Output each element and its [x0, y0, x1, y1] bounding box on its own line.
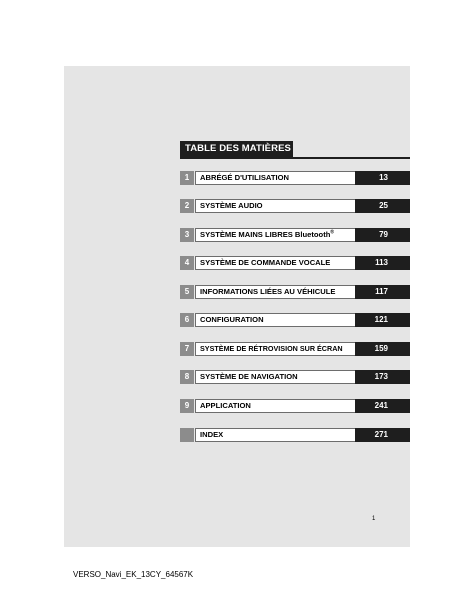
toc-entry[interactable] [180, 228, 410, 242]
document-footer: VERSO_Navi_EK_13CY_64567K [73, 570, 194, 579]
chapter-number: 4 [180, 256, 194, 270]
chapter-title[interactable]: SYSTÈME DE COMMANDE VOCALE [195, 256, 359, 270]
page-number: 1 [372, 516, 376, 522]
chapter-number: 7 [180, 342, 194, 356]
toc-entry[interactable] [180, 285, 410, 299]
chapter-number [180, 428, 194, 442]
registered-mark: ® [330, 229, 335, 236]
toc-entry[interactable] [180, 399, 410, 413]
toc-entry[interactable] [180, 256, 410, 270]
toc-entry[interactable] [180, 171, 410, 185]
chapter-title[interactable]: SYSTÈME AUDIO [195, 199, 359, 213]
toc-entry[interactable] [180, 199, 410, 213]
chapter-page: 271 [355, 428, 410, 442]
chapter-number: 1 [180, 171, 194, 185]
chapter-page: 79 [355, 228, 410, 242]
chapter-title[interactable]: INFORMATIONS LIÉES AU VÉHICULE [195, 285, 359, 299]
chapter-page: 159 [355, 342, 410, 356]
document-page [64, 66, 410, 547]
chapter-page: 113 [355, 256, 410, 270]
chapter-page: 121 [355, 313, 410, 327]
chapter-number: 5 [180, 285, 194, 299]
chapter-title-text: SYSTÈME MAINS LIBRES Bluetooth [200, 230, 331, 239]
chapter-number: 6 [180, 313, 194, 327]
chapter-number: 3 [180, 228, 194, 242]
chapter-title[interactable]: APPLICATION [195, 399, 359, 413]
toc-entry[interactable] [180, 313, 410, 327]
chapter-page: 25 [355, 199, 410, 213]
chapter-number: 2 [180, 199, 194, 213]
toc-entry[interactable] [180, 342, 410, 356]
chapter-title[interactable]: SYSTÈME DE NAVIGATION [195, 370, 359, 384]
chapter-title[interactable]: SYSTÈME DE RÉTROVISION SUR ÉCRAN [195, 342, 359, 356]
chapter-number: 9 [180, 399, 194, 413]
chapter-title[interactable] [195, 228, 359, 242]
toc-entry[interactable] [180, 370, 410, 384]
chapter-title[interactable]: CONFIGURATION [195, 313, 359, 327]
title-divider [180, 157, 410, 159]
chapter-page: 173 [355, 370, 410, 384]
chapter-page: 241 [355, 399, 410, 413]
toc-title: TABLE DES MATIÈRES [180, 141, 293, 157]
chapter-page: 13 [355, 171, 410, 185]
chapter-page: 117 [355, 285, 410, 299]
chapter-title[interactable]: ABRÉGÉ D'UTILISATION [195, 171, 359, 185]
chapter-title[interactable]: INDEX [195, 428, 359, 442]
chapter-number: 8 [180, 370, 194, 384]
toc-entry[interactable] [180, 428, 410, 442]
